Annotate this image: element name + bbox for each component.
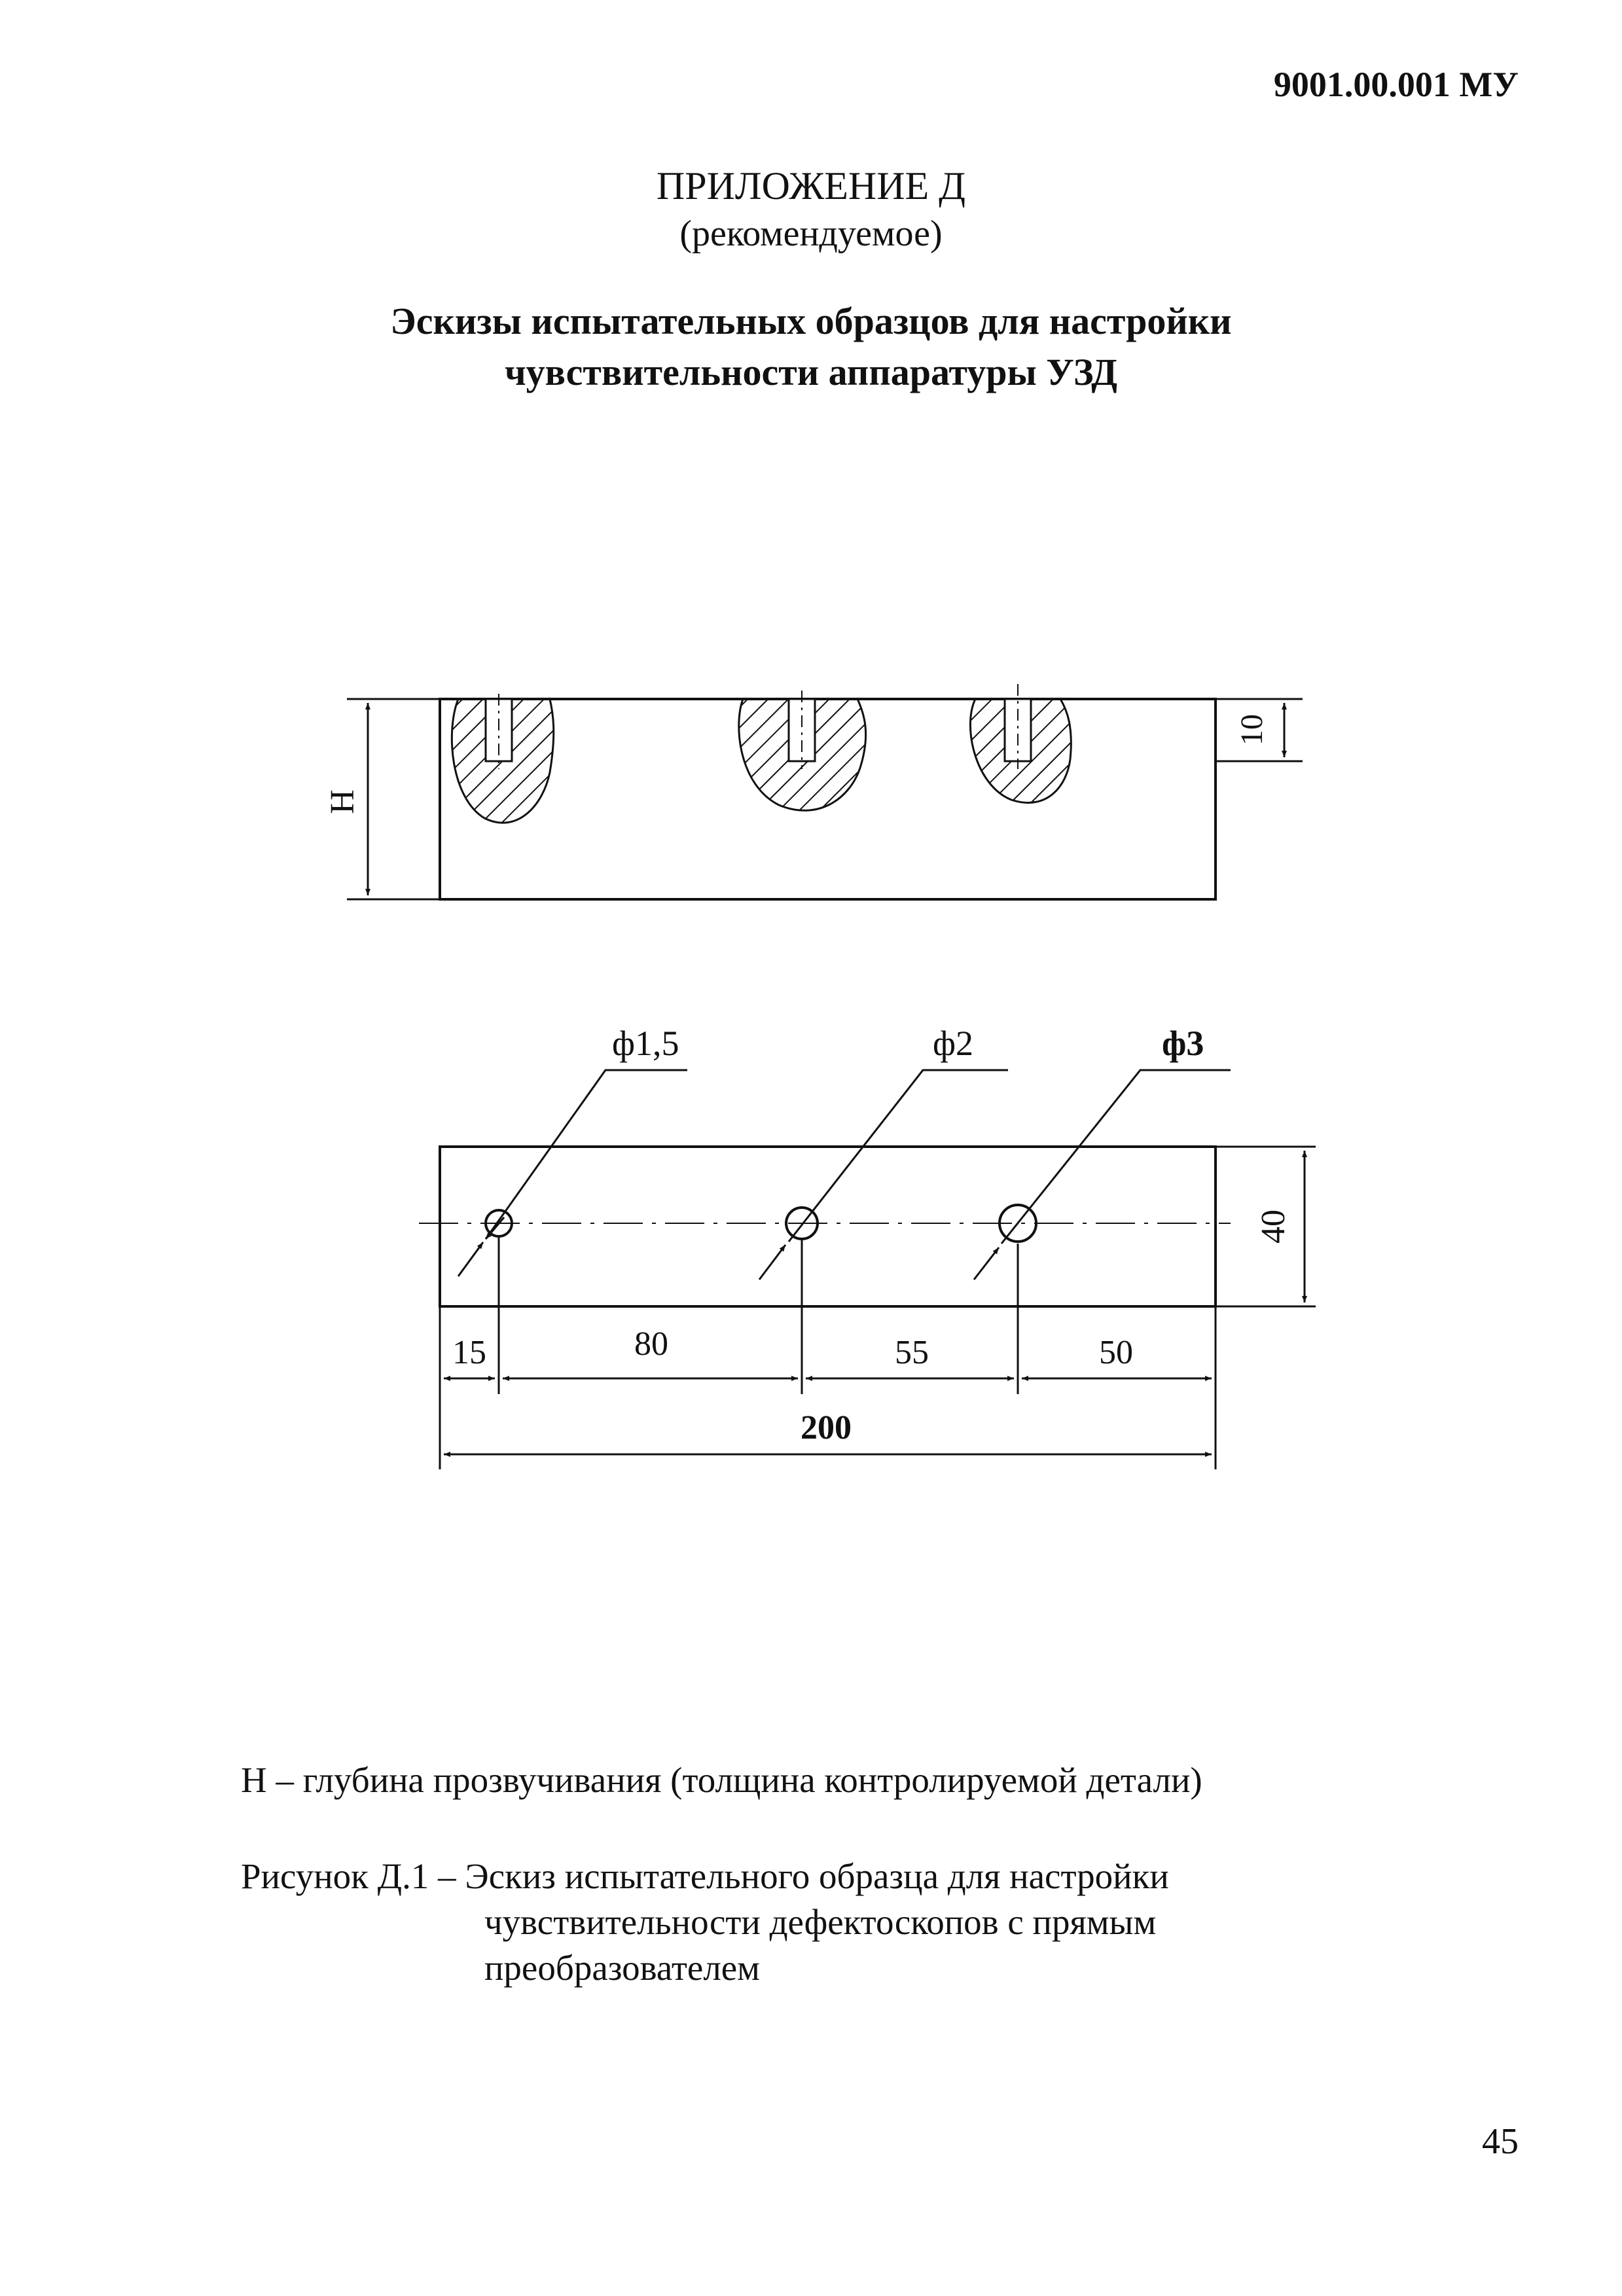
dim-label-50: 50	[1099, 1334, 1133, 1371]
document-code: 9001.00.001 МУ	[1273, 65, 1519, 104]
hole-section-2	[739, 691, 866, 810]
side-view	[347, 684, 1303, 899]
figure-caption-line3: преобразователем	[484, 1948, 760, 1988]
plan-view-block	[440, 1147, 1216, 1306]
dim-label-80: 80	[634, 1325, 668, 1363]
plan-view	[419, 1070, 1316, 1469]
figure-caption-line2: чувствительности дефектоскопов с прямым	[484, 1902, 1157, 1942]
hole-2-label: ф2	[933, 1024, 973, 1063]
appendix-heading-line1: Эскизы испытательных образцов для настройки	[390, 300, 1232, 342]
dim-label-15: 15	[452, 1334, 486, 1371]
width-label: 40	[1255, 1210, 1292, 1244]
hole-1-leader	[486, 1070, 687, 1239]
height-label: Н	[324, 789, 361, 814]
hole-1-label: ф1,5	[612, 1024, 679, 1063]
hole-section-1	[452, 694, 553, 823]
hole-3-label: ф3	[1162, 1024, 1204, 1063]
appendix-heading-line2: чувствительности аппаратуры УЗД	[504, 351, 1118, 393]
appendix-title: ПРИЛОЖЕНИЕ Д	[656, 164, 966, 207]
figure-caption-line1: Рисунок Д.1 – Эскиз испытательного образца для настройки	[241, 1856, 1169, 1896]
page-number: 45	[1482, 2121, 1519, 2162]
hole-section-3	[970, 684, 1071, 802]
dim-label-55: 55	[895, 1334, 929, 1371]
hole-2-leader	[789, 1070, 1008, 1242]
legend-text: Н – глубина прозвучивания (толщина контролируемой детали)	[241, 1760, 1202, 1800]
appendix-subtitle: (рекомендуемое)	[679, 213, 943, 254]
dim-label-200: 200	[801, 1409, 852, 1446]
depth-label: 10	[1235, 714, 1269, 745]
